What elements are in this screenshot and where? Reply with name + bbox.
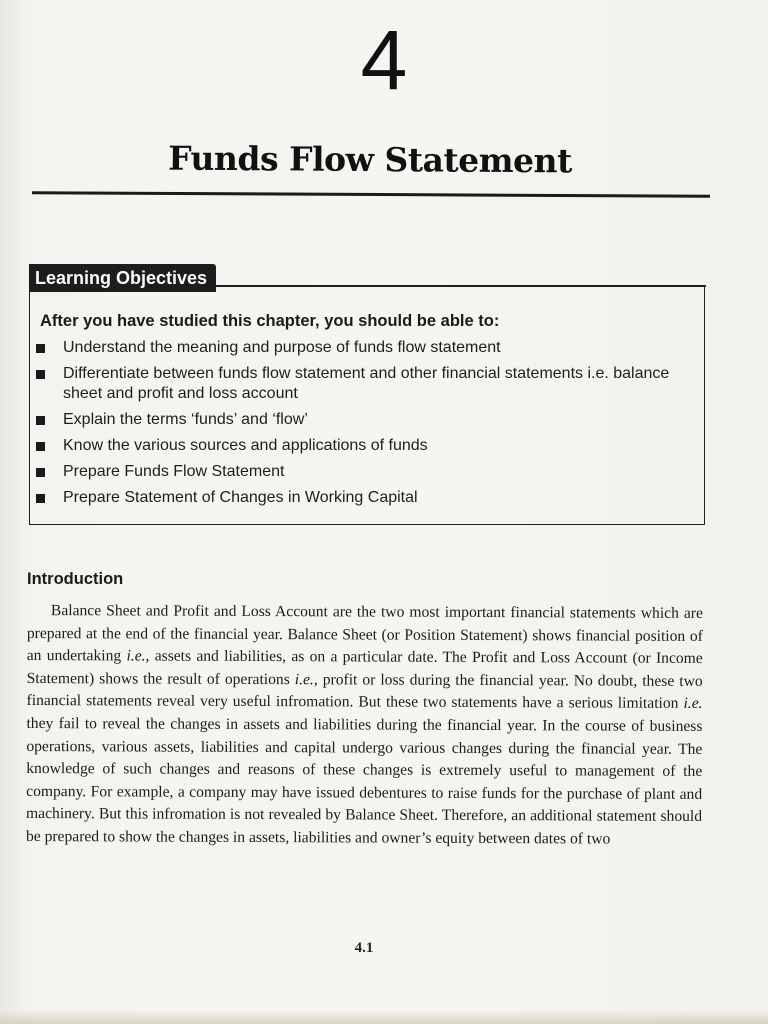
square-bullet-icon — [36, 344, 45, 353]
objective-text: Explain the terms ‘funds’ and ‘flow’ — [63, 411, 308, 428]
square-bullet-icon — [36, 468, 45, 477]
objective-item — [36, 488, 700, 508]
objective-text: Prepare Funds Flow Statement — [63, 463, 285, 480]
paragraph-text: , assets and liabilities, as on a particular date. The Profit and Loss Account (or Income Statement) shows the result of operations — [26, 647, 703, 688]
page-number: 4.1 — [354, 940, 374, 956]
objective-item — [36, 436, 700, 456]
chapter-title: Funds Flow Statement — [168, 138, 572, 181]
objective-text: Understand the meaning and purpose of funds flow statement — [63, 339, 501, 356]
paragraph-text: , profit or loss during the financial year. No doubt, these two financial statements reveal very useful infromation. But these two statements have a serious limitation — [26, 671, 703, 713]
learning-objectives-heading: Learning Objectives — [29, 264, 216, 292]
square-bullet-icon — [36, 416, 45, 425]
objective-item — [36, 338, 700, 358]
chapter-number: 4 — [360, 13, 408, 107]
learning-objectives-list — [36, 338, 700, 514]
square-bullet-icon — [36, 442, 45, 451]
square-bullet-icon — [36, 494, 45, 503]
learning-objectives-intro: After you have studied this chapter, you should be able to: — [40, 312, 500, 330]
page-edge-shadow — [0, 1010, 768, 1024]
title-rule — [32, 191, 710, 198]
emphasis-text: i.e. — [294, 670, 314, 689]
square-bullet-icon — [36, 370, 45, 379]
objective-item — [36, 462, 700, 482]
paragraph-text: they fail to reveal the changes in assets and liabilities during the financial year. In the course of business operations, various assets, liabilities and capital undergo various changes during the financial year. The knowledge of such changes and reasons of these changes is extremely useful to management of the company. For example, a company may have issued debentures to raise funds for the purchase of plant and machinery. But this infromation is not revealed by Balance Sheet. Therefore, an additional statement should be prepared to show the changes in assets, liabilities and owner’s equity between dates of two — [25, 714, 703, 848]
emphasis-text: i.e. — [126, 647, 146, 665]
objective-text: Differentiate between funds flow statement and other financial statements i.e. balance sheet and profit and loss account — [63, 365, 670, 402]
objective-item — [36, 364, 700, 404]
introduction-heading: Introduction — [27, 570, 124, 588]
objective-text: Prepare Statement of Changes in Working Capital — [63, 489, 418, 506]
objective-text: Know the various sources and applications of funds — [63, 437, 428, 454]
paragraph-text: Balance Sheet and Profit and Loss Account are the two most important financial statements which are prepared at the end of the financial year. Balance Sheet (or Position Statement) shows financial position of an undertaking — [26, 602, 703, 665]
objective-item — [36, 410, 700, 430]
emphasis-text: i.e. — [683, 695, 703, 713]
introduction-paragraph — [26, 600, 703, 851]
